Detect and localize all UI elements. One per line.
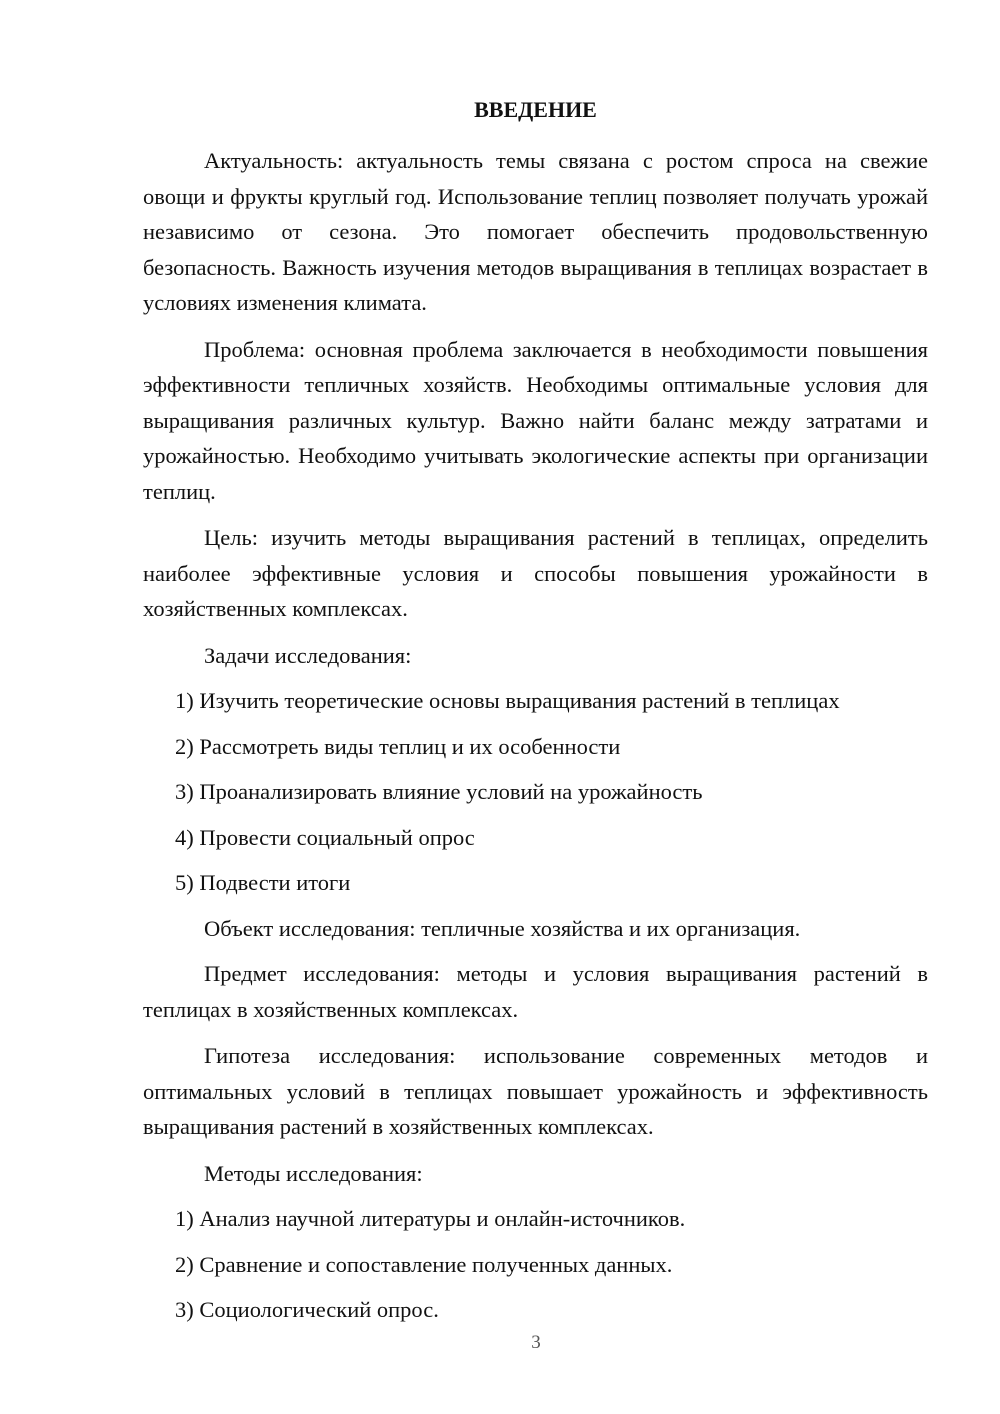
- page-number: 3: [531, 1332, 541, 1353]
- list-item: 3) Проанализировать влияние условий на урожайность: [175, 779, 703, 804]
- document-page: [143, 92, 928, 1338]
- subject-paragraph: Предмет исследования: методы и условия выращивания растений в теплицах в хозяйственных комплексах.: [143, 961, 928, 1022]
- tasks-heading: Задачи исследования:: [204, 642, 412, 668]
- list-item: 5) Подвести итоги: [175, 870, 351, 895]
- methods-heading: Методы исследования:: [204, 1160, 423, 1186]
- hypothesis-paragraph: Гипотеза исследования: использование современных методов и оптимальных условий в теплицах повышает урожайность и эффективность выращивания растений в хозяйственных комплексах.: [143, 1043, 928, 1139]
- list-item: 2) Рассмотреть виды теплиц и их особенности: [175, 733, 621, 759]
- problem-paragraph: Проблема: основная проблема заключается в необходимости повышения эффективности тепличных хозяйств. Необходимы оптимальные условия для выращивания различных культур. Важно найти баланс между затратами и урожайностью. Необходимо учитывать экологические аспекты при организации теплиц.: [143, 336, 928, 504]
- object-paragraph: Объект исследования: тепличные хозяйства и их организация.: [204, 915, 801, 941]
- goal-paragraph: Цель: изучить методы выращивания растений в теплицах, определить наиболее эффективные условия и способы повышения урожайности в хозяйственных комплексах.: [143, 525, 928, 621]
- methods-list: [143, 1201, 928, 1328]
- list-item: 4) Провести социальный опрос: [175, 824, 475, 850]
- list-item: 1) Анализ научной литературы и онлайн-источников.: [175, 1206, 686, 1231]
- list-item: 1) Изучить теоретические основы выращивания растений в теплицах: [175, 688, 840, 713]
- tasks-list: [143, 683, 928, 901]
- relevance-paragraph: Актуальность: актуальность темы связана с ростом спроса на свежие овощи и фрукты круглый год. Использование теплиц позволяет получать урожай независимо от сезона. Это помогает обеспечить продовольственную безопасность. Важность изучения методов выращивания в теплицах возрастает в условиях изменения климата.: [143, 148, 928, 315]
- list-item: 3) Социологический опрос.: [175, 1297, 439, 1322]
- page-title: ВВЕДЕНИЕ: [474, 97, 597, 122]
- list-item: 2) Сравнение и сопоставление полученных данных.: [175, 1251, 673, 1277]
